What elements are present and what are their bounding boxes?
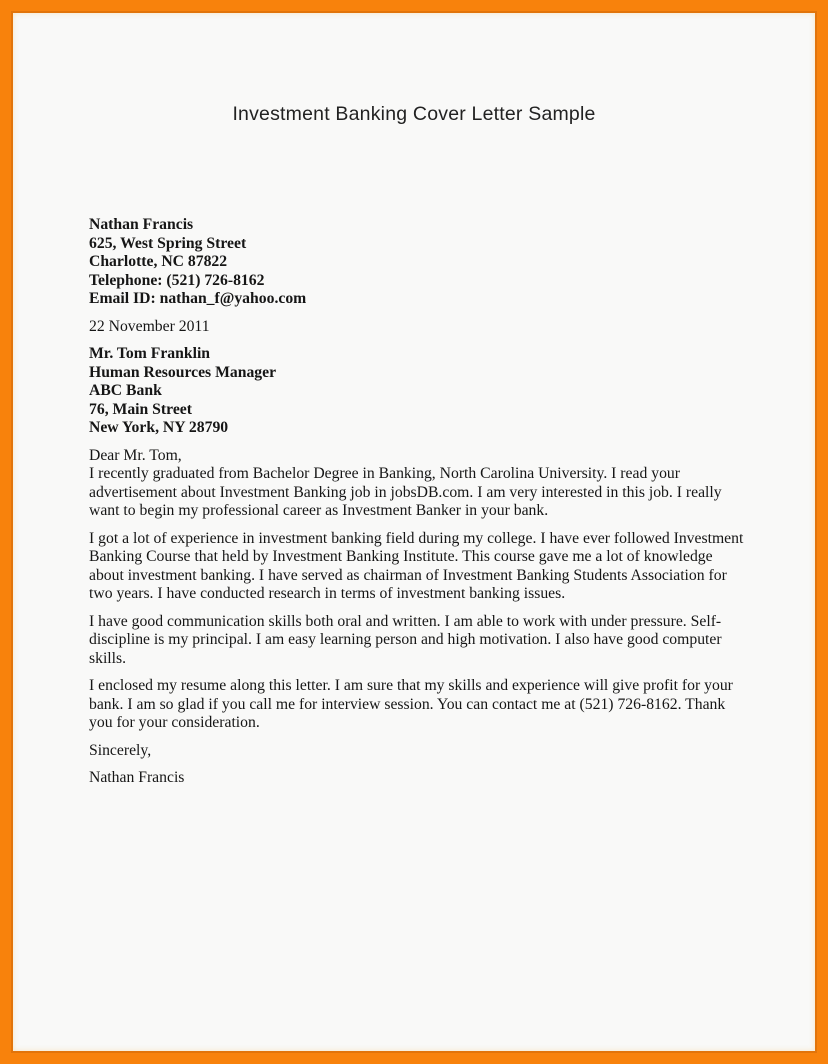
letter-date: 22 November 2011 [89, 317, 210, 335]
letter-page [11, 11, 817, 1053]
recipient-street: 76, Main Street [89, 400, 192, 418]
recipient-address [89, 345, 751, 438]
salutation: Dear Mr. Tom, [89, 446, 182, 464]
letter-body [89, 216, 751, 788]
paragraph-4: I enclosed my resume along this letter. I am sure that my skills and experience will give profit for your bank. I am so glad if you call me for interview session. You can contact me at (521) 726-8162. Thank you for your consideration. [89, 677, 733, 731]
sender-city: Charlotte, NC 87822 [89, 253, 228, 270]
paragraph-1: I recently graduated from Bachelor Degree in Banking, North Carolina University. I read your advertisement about Investment Banking job in jobsDB.com. I am very interested in this job. I really want to begin my professional career as Investment Banker in your bank. [89, 465, 722, 519]
closing: Sincerely, [89, 741, 152, 759]
sender-email: Email ID: nathan_f@yahoo.com [89, 290, 307, 307]
recipient-company: ABC Bank [89, 382, 162, 399]
page-title: Investment Banking Cover Letter Sample [232, 103, 596, 125]
sender-street: 625, West Spring Street [89, 234, 247, 252]
recipient-title: Human Resources Manager [89, 363, 277, 381]
paragraph-3: I have good communication skills both oral and written. I am able to work with under pressure. Self-discipline is my principal. I am easy learning person and high motivation. I also have good computer skills. [89, 612, 722, 667]
recipient-name: Mr. Tom Franklin [89, 345, 211, 362]
recipient-city: New York, NY 28790 [89, 419, 229, 436]
opening-block [89, 447, 751, 521]
sender-name: Nathan Francis [89, 216, 194, 233]
sender-telephone: Telephone: (521) 726-8162 [89, 271, 265, 289]
signature-name: Nathan Francis [89, 769, 185, 786]
paragraph-2: I got a lot of experience in investment banking field during my college. I have ever followed Investment Banking Course that held by Investment Banking Institute. This course gave me a lot of knowledge about investment banking. I have served as chairman of Investment Banking Students Association for two years. I have conducted research in terms of investment banking issues. [89, 529, 744, 602]
sender-address [89, 216, 751, 309]
